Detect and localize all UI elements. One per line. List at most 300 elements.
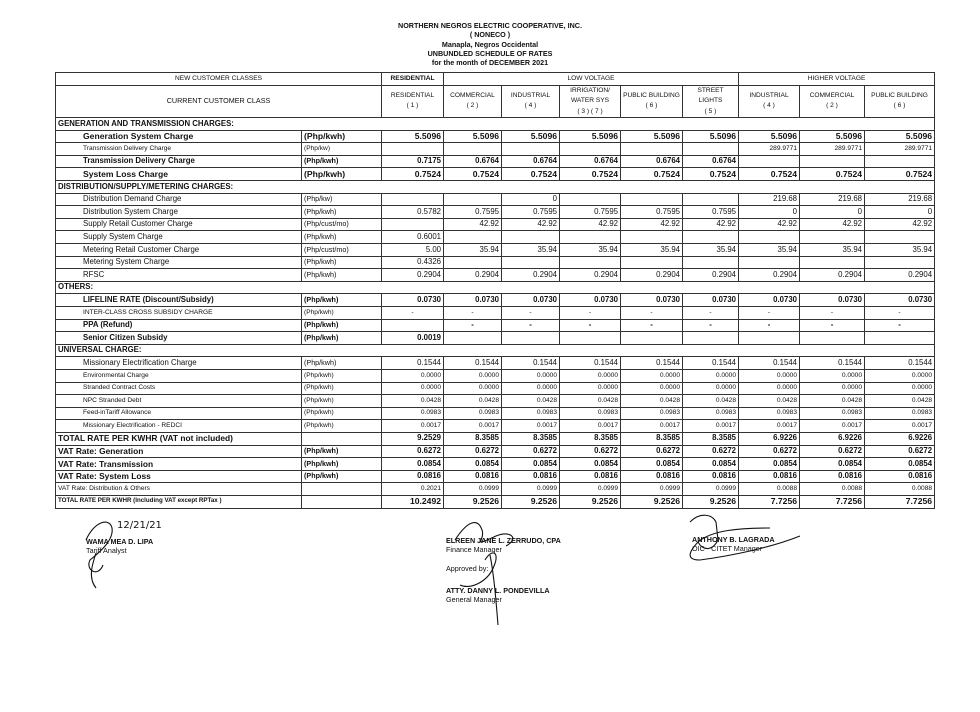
section-label: UNIVERSAL CHARGE: — [56, 344, 935, 357]
rate-value: 0.6272 — [621, 445, 683, 458]
column-header-code: ( 2 ) — [466, 102, 479, 110]
section-row — [56, 181, 935, 194]
rate-value: 9.2526 — [560, 495, 621, 508]
rate-value: 0.0854 — [621, 458, 683, 471]
rate-value: 0.0983 — [739, 407, 800, 420]
rate-value: 9.2526 — [621, 495, 683, 508]
rate-value: 0.0088 — [739, 483, 800, 496]
gm-title: General Manager — [446, 595, 502, 604]
rate-value: 0.7595 — [444, 206, 502, 219]
rate-value: 0.0854 — [683, 458, 739, 471]
rate-row — [56, 269, 935, 282]
rate-value: 0.6272 — [502, 445, 560, 458]
rate-value — [800, 332, 865, 345]
rate-value — [739, 332, 800, 345]
rate-value: - — [621, 319, 683, 332]
rate-value: - — [444, 307, 502, 320]
rate-row — [56, 445, 935, 458]
rate-value: 0.6272 — [739, 445, 800, 458]
rate-value — [800, 155, 865, 168]
rate-row — [56, 155, 935, 168]
column-header-code: ( 1 ) — [406, 102, 419, 110]
rate-value — [683, 231, 739, 244]
rate-value — [683, 332, 739, 345]
charge-label: System Loss Charge — [56, 168, 302, 181]
rate-value: 5.5096 — [683, 130, 739, 143]
rate-value: 0.7595 — [560, 206, 621, 219]
rate-value: 0.7524 — [739, 168, 800, 181]
column-header — [382, 85, 444, 118]
rate-value: 0.0999 — [621, 483, 683, 496]
rate-row — [56, 483, 935, 496]
rate-value: 0.6764 — [560, 155, 621, 168]
rate-value: 0.1544 — [382, 357, 444, 370]
rate-value: 35.94 — [621, 244, 683, 257]
rate-value: 0.0999 — [444, 483, 502, 496]
citet-name: ANTHONY B. LAGRADA — [692, 535, 775, 544]
approved-by-label: Approved by: — [446, 564, 489, 573]
rate-value: 0 — [739, 206, 800, 219]
rate-value: 219.68 — [800, 193, 865, 206]
rate-value: 289.9771 — [865, 143, 935, 156]
rate-value: 0.2904 — [621, 269, 683, 282]
document-header — [0, 21, 980, 67]
rate-value: 0 — [865, 206, 935, 219]
rate-value: 0.0983 — [502, 407, 560, 420]
rate-value: 0.0983 — [621, 407, 683, 420]
rate-row — [56, 231, 935, 244]
rate-value — [502, 231, 560, 244]
rate-value: 0.0428 — [502, 395, 560, 408]
rate-value: 5.5096 — [800, 130, 865, 143]
rate-value — [621, 231, 683, 244]
citet-title: OIC - CITET Manager — [692, 544, 763, 553]
rate-value: 0.7595 — [502, 206, 560, 219]
rate-row — [56, 470, 935, 483]
rate-value: 9.2526 — [444, 495, 502, 508]
analyst-signatory — [86, 537, 153, 555]
rate-value: 0.0017 — [382, 420, 444, 433]
rate-value: 0.0017 — [683, 420, 739, 433]
column-header — [865, 85, 935, 118]
rate-value: 0.0000 — [800, 369, 865, 382]
rate-value — [621, 332, 683, 345]
rate-value: 0.0088 — [800, 483, 865, 496]
charge-unit: (Php/kwh) — [302, 294, 382, 307]
charge-label: Transmission Delivery Charge — [56, 143, 302, 156]
rate-value: 0.0730 — [865, 294, 935, 307]
charge-unit: (Php/kwh) — [302, 332, 382, 345]
rate-value: - — [560, 307, 621, 320]
column-header-code: ( 3 ) ( 7 ) — [577, 107, 603, 115]
column-header-name: COMMERCIAL — [809, 91, 855, 99]
rate-value: 0.0730 — [502, 294, 560, 307]
rate-value — [560, 193, 621, 206]
charge-label: Stranded Contract Costs — [56, 382, 302, 395]
rate-value: 0.0730 — [382, 294, 444, 307]
charge-unit: (Php/kwh) — [302, 458, 382, 471]
rate-value — [800, 231, 865, 244]
charge-unit: (Php/kw) — [302, 143, 382, 156]
rate-value: 0.0999 — [683, 483, 739, 496]
rate-value: 0.0983 — [444, 407, 502, 420]
rate-value: 0.0983 — [382, 407, 444, 420]
rate-value: 0.4326 — [382, 256, 444, 269]
rate-value — [739, 231, 800, 244]
gm-signatory — [446, 586, 550, 604]
rate-value: 0.0730 — [683, 294, 739, 307]
rate-value: 5.5096 — [621, 130, 683, 143]
rate-value: 0.0088 — [865, 483, 935, 496]
rate-value: 0.0428 — [444, 395, 502, 408]
rate-value: 42.92 — [800, 218, 865, 231]
rate-value: 0.5782 — [382, 206, 444, 219]
charge-unit: (Php/kwh) — [302, 369, 382, 382]
rate-value — [444, 332, 502, 345]
rate-value: 0.0983 — [683, 407, 739, 420]
rate-value: 35.94 — [739, 244, 800, 257]
charge-unit: (Php/kwh) — [302, 206, 382, 219]
rate-row — [56, 193, 935, 206]
rate-value: - — [800, 307, 865, 320]
rate-value: 0.1544 — [865, 357, 935, 370]
rate-value — [739, 155, 800, 168]
rate-value — [800, 256, 865, 269]
charge-label: VAT Rate: Transmission — [56, 458, 302, 471]
rate-value: 0.0816 — [560, 470, 621, 483]
rate-value: 0.6001 — [382, 231, 444, 244]
charge-label: Metering Retail Customer Charge — [56, 244, 302, 257]
rate-value: - — [382, 307, 444, 320]
charge-label: Metering System Charge — [56, 256, 302, 269]
rate-row — [56, 130, 935, 143]
charge-label: NPC Stranded Debt — [56, 395, 302, 408]
rate-value: 0.0000 — [560, 382, 621, 395]
column-header — [502, 85, 560, 118]
charge-unit: (Php/kwh) — [302, 256, 382, 269]
rate-value: 0.2904 — [739, 269, 800, 282]
rate-value — [444, 143, 502, 156]
rate-value: 0.0000 — [621, 382, 683, 395]
rates-table — [55, 72, 935, 509]
rate-value: 0.7524 — [621, 168, 683, 181]
charge-label: INTER-CLASS CROSS SUBSIDY CHARGE — [56, 307, 302, 320]
rate-value: 0.6764 — [502, 155, 560, 168]
rate-value: 0.0000 — [382, 382, 444, 395]
rate-value: - — [865, 307, 935, 320]
rate-value: 0.0816 — [444, 470, 502, 483]
rate-value: 0.2904 — [444, 269, 502, 282]
rate-value — [560, 256, 621, 269]
higher-voltage-group-header: HIGHER VOLTAGE — [739, 73, 935, 86]
rate-value: 0.6272 — [683, 445, 739, 458]
rate-row — [56, 332, 935, 345]
rate-value: 0.7524 — [560, 168, 621, 181]
charge-unit: (Php/kwh) — [302, 470, 382, 483]
rate-value: 0.0017 — [739, 420, 800, 433]
charge-unit — [302, 495, 382, 508]
rate-value: 0.0000 — [800, 382, 865, 395]
finance-title: Finance Manager — [446, 545, 502, 554]
charge-label: Supply System Charge — [56, 231, 302, 244]
rate-value: 0.7175 — [382, 155, 444, 168]
finance-signatory — [446, 536, 561, 554]
rate-value — [502, 256, 560, 269]
rate-value — [382, 143, 444, 156]
company-name: NORTHERN NEGROS ELECTRIC COOPERATIVE, INC. — [398, 21, 582, 30]
section-label: GENERATION AND TRANSMISSION CHARGES: — [56, 118, 935, 131]
column-header-code: ( 2 ) — [826, 102, 838, 110]
charge-label: Generation System Charge — [56, 130, 302, 143]
column-header — [621, 85, 683, 118]
finance-name: ELREEN JANE L. ZERRUDO, CPA — [446, 536, 561, 545]
rate-value — [444, 193, 502, 206]
rate-value: 7.7256 — [739, 495, 800, 508]
rate-value: 0.0000 — [739, 382, 800, 395]
rate-value: 7.7256 — [865, 495, 935, 508]
rate-value: 0.0428 — [739, 395, 800, 408]
rate-value: 0.0000 — [502, 369, 560, 382]
rate-value: 35.94 — [560, 244, 621, 257]
rate-value — [560, 143, 621, 156]
column-header-name: PUBLIC BUILDING — [871, 91, 928, 99]
charge-label: Distribution Demand Charge — [56, 193, 302, 206]
rate-value: 289.9771 — [800, 143, 865, 156]
section-label: OTHERS: — [56, 281, 935, 294]
rate-value: 0.1544 — [560, 357, 621, 370]
rate-value: 42.92 — [865, 218, 935, 231]
rate-value: 0.0999 — [560, 483, 621, 496]
rate-row — [56, 369, 935, 382]
charge-unit: (Php/kwh) — [302, 155, 382, 168]
rate-value: 0.2904 — [560, 269, 621, 282]
charge-unit: (Php/kwh) — [302, 445, 382, 458]
rate-value: 0.6272 — [560, 445, 621, 458]
column-header-name: STREET LIGHTS — [697, 86, 724, 105]
rate-value: - — [502, 319, 560, 332]
rate-value: 0.6272 — [865, 445, 935, 458]
column-header-code: ( 4 ) — [524, 102, 537, 110]
rate-value: 7.7256 — [800, 495, 865, 508]
rate-value: 8.3585 — [502, 432, 560, 445]
rate-value: 5.5096 — [382, 130, 444, 143]
charge-label: Senior Citizen Subsidy — [56, 332, 302, 345]
rate-value: 0.0019 — [382, 332, 444, 345]
analyst-title: Tariff Analyst — [86, 546, 127, 555]
charge-label: PPA (Refund) — [56, 319, 302, 332]
rate-row — [56, 206, 935, 219]
rate-value: 0.2021 — [382, 483, 444, 496]
rate-value: 35.94 — [444, 244, 502, 257]
rate-value — [621, 143, 683, 156]
rate-value: 0.0017 — [560, 420, 621, 433]
rate-value: 10.2492 — [382, 495, 444, 508]
charge-label: Environmental Charge — [56, 369, 302, 382]
rate-row — [56, 143, 935, 156]
company-acronym: ( NONECO ) — [469, 30, 511, 40]
rate-value — [739, 256, 800, 269]
rate-row — [56, 168, 935, 181]
rate-value: 42.92 — [739, 218, 800, 231]
rate-value: 35.94 — [683, 244, 739, 257]
charge-unit: (Php/kwh) — [302, 307, 382, 320]
rate-value: 6.9226 — [800, 432, 865, 445]
rate-value: 5.5096 — [560, 130, 621, 143]
charge-unit — [302, 483, 382, 496]
rate-value: 0.1544 — [683, 357, 739, 370]
analyst-date-text: 12/21/21 — [117, 520, 162, 531]
rate-value: 0.0816 — [502, 470, 560, 483]
rate-value: 0.7595 — [683, 206, 739, 219]
rate-value: 0.0000 — [683, 382, 739, 395]
rate-value: 0.0000 — [683, 369, 739, 382]
rate-value: 5.5096 — [865, 130, 935, 143]
rate-value: 0.0000 — [865, 382, 935, 395]
rate-value: 5.5096 — [739, 130, 800, 143]
rate-value: 0.0730 — [444, 294, 502, 307]
rate-value — [683, 193, 739, 206]
rate-value: 9.2526 — [683, 495, 739, 508]
low-voltage-group-header: LOW VOLTAGE — [444, 73, 739, 86]
rate-value: 9.2526 — [502, 495, 560, 508]
rate-value: 35.94 — [502, 244, 560, 257]
residential-group-header: RESIDENTIAL — [382, 73, 444, 86]
charge-unit: (Php/kwh) — [302, 130, 382, 143]
rate-value: 0.1544 — [444, 357, 502, 370]
rate-row — [56, 256, 935, 269]
rate-value: 5.5096 — [502, 130, 560, 143]
company-address: Manapla, Negros Occidental — [441, 39, 539, 49]
charge-unit: (Php/kwh) — [302, 407, 382, 420]
rate-value — [865, 256, 935, 269]
rate-row — [56, 307, 935, 320]
rate-row — [56, 319, 935, 332]
charge-label: Distribution System Charge — [56, 206, 302, 219]
rate-value: 5.5096 — [444, 130, 502, 143]
rate-value: - — [621, 307, 683, 320]
charge-unit: (Php/cust/mo) — [302, 244, 382, 257]
rate-value: 0.0000 — [865, 369, 935, 382]
rate-value — [444, 231, 502, 244]
charge-label: VAT Rate: Generation — [56, 445, 302, 458]
rate-value: 0.6764 — [621, 155, 683, 168]
column-header — [800, 85, 865, 118]
rate-value: 0.0017 — [621, 420, 683, 433]
column-header — [683, 85, 739, 118]
column-header-name: IRRIGATION/ WATER SYS — [570, 86, 610, 105]
rate-value: 0.1544 — [502, 357, 560, 370]
rate-value: 0.6272 — [444, 445, 502, 458]
rate-value: 0.7524 — [683, 168, 739, 181]
rate-value: 0.0730 — [621, 294, 683, 307]
new-customer-classes-header: NEW CUSTOMER CLASSES — [56, 73, 382, 86]
rate-value: - — [739, 319, 800, 332]
rate-value: 0.6272 — [382, 445, 444, 458]
rate-value: - — [739, 307, 800, 320]
rate-value: 0.0000 — [739, 369, 800, 382]
rate-value: 0.7524 — [444, 168, 502, 181]
rate-value: 0.2904 — [865, 269, 935, 282]
charge-label: RFSC — [56, 269, 302, 282]
rate-value: 42.92 — [683, 218, 739, 231]
column-header — [444, 85, 502, 118]
rate-value: 5.00 — [382, 244, 444, 257]
rate-value — [865, 231, 935, 244]
rate-value: 6.9226 — [865, 432, 935, 445]
column-header — [560, 85, 621, 118]
column-header-name: INDUSTRIAL — [510, 91, 551, 99]
rate-value: 0.0428 — [621, 395, 683, 408]
charge-label: Missionary Electrification Charge — [56, 357, 302, 370]
column-header-code: ( 6 ) — [893, 102, 906, 110]
rate-value: - — [444, 319, 502, 332]
rate-value: 0.0854 — [382, 458, 444, 471]
rate-value: 0.0000 — [382, 369, 444, 382]
rate-value: 0.0816 — [683, 470, 739, 483]
rate-value: 0.0854 — [444, 458, 502, 471]
document-title: UNBUNDLED SCHEDULE OF RATES — [427, 48, 553, 58]
rate-value: 0.1544 — [800, 357, 865, 370]
rate-value: - — [502, 307, 560, 320]
rate-value: 0.7524 — [800, 168, 865, 181]
charge-unit: (Php/kwh) — [302, 168, 382, 181]
rate-value — [502, 143, 560, 156]
section-row — [56, 118, 935, 131]
rate-value: 9.2529 — [382, 432, 444, 445]
rate-row — [56, 495, 935, 508]
rate-value — [621, 193, 683, 206]
charge-label: Feed-inTariff Allowance — [56, 407, 302, 420]
rate-value: 8.3585 — [560, 432, 621, 445]
column-header-name: INDUSTRIAL — [749, 91, 789, 99]
rate-value: 0.0017 — [865, 420, 935, 433]
rate-value: 0.0730 — [739, 294, 800, 307]
rate-value: 0.0983 — [800, 407, 865, 420]
rate-value: 0.7524 — [865, 168, 935, 181]
rate-value — [865, 332, 935, 345]
rate-value: 0.0428 — [560, 395, 621, 408]
rate-value: 0 — [800, 206, 865, 219]
rate-value: 0.0730 — [800, 294, 865, 307]
charge-label: VAT Rate: System Loss — [56, 470, 302, 483]
rate-value: 219.68 — [865, 193, 935, 206]
charge-unit: (Php/kwh) — [302, 319, 382, 332]
rate-value: 289.9771 — [739, 143, 800, 156]
rate-value: - — [560, 319, 621, 332]
rate-value — [621, 256, 683, 269]
rate-value: - — [865, 319, 935, 332]
rate-row — [56, 294, 935, 307]
rate-value: 35.94 — [800, 244, 865, 257]
rate-value — [382, 193, 444, 206]
rate-row — [56, 395, 935, 408]
section-row — [56, 344, 935, 357]
rate-value: 8.3585 — [444, 432, 502, 445]
rate-value: 0.0816 — [800, 470, 865, 483]
rate-value: - — [683, 319, 739, 332]
rate-row — [56, 420, 935, 433]
column-header-code: ( 6 ) — [645, 102, 658, 110]
charge-unit: (Php/kwh) — [302, 269, 382, 282]
rate-value: 42.92 — [444, 218, 502, 231]
section-label: DISTRIBUTION/SUPPLY/METERING CHARGES: — [56, 181, 935, 194]
column-header-code: ( 4 ) — [763, 102, 775, 110]
rate-value: 0.0000 — [444, 382, 502, 395]
rate-value: 0.6764 — [444, 155, 502, 168]
charge-unit: (Php/kw) — [302, 193, 382, 206]
rate-row — [56, 218, 935, 231]
rate-value — [865, 155, 935, 168]
